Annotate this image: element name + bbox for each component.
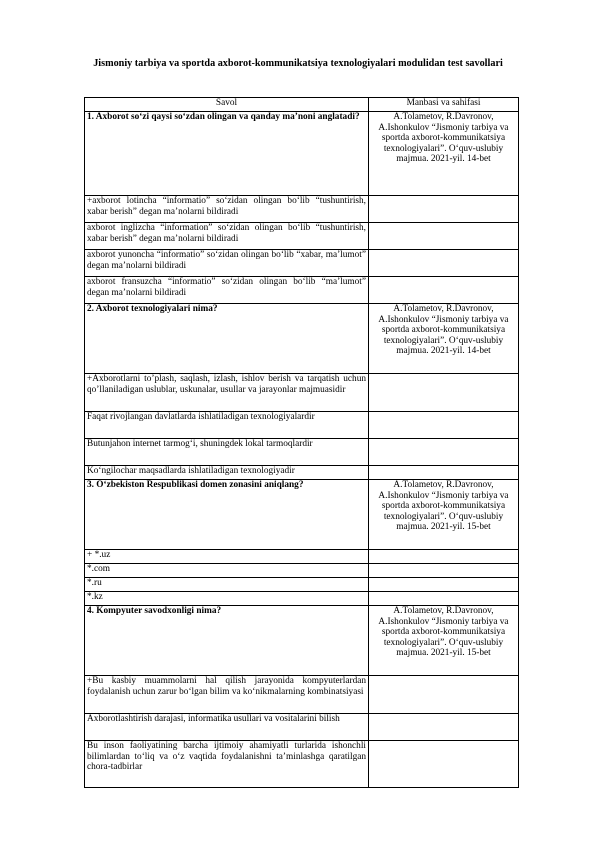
source-cell: A.Tolametov, R.Davronov, A.Ishonkulov “Jismoniy tarbiya va sportda axborot-kommunikatsiya texnologiyalari”. O‘quv-uslubiy majmua. 2021-yil. 15-bet (369, 606, 519, 676)
answer-option: Axborotlashtirish darajasi, informatika usullari va vositalarini bilish (85, 714, 369, 741)
answer-option: +axborot lotincha “informatio” so‘zidan olingan bo‘lib “tushuntirish, xabar berish” degan ma’nolarni bildiradi (85, 196, 369, 223)
answer-row (85, 277, 519, 304)
answer-row (85, 564, 519, 578)
source-cell: A.Tolametov, R.Davronov, A.Ishonkulov “Jismoniy tarbiya va sportda axborot-kommunikatsiya texnologiyalari”. O‘quv-uslubiy majmua. 2021-yil. 14-bet (369, 112, 519, 196)
answer-option: *.ru (85, 578, 369, 592)
table-header-row (85, 98, 519, 112)
source-cell (369, 550, 519, 564)
answer-option: +Bu kasbiy muammolarni hal qilish jarayonida kompyuterlardan foydalanish uchun zarur bo‘lgan bilim va ko‘nikmalarning kombinatsiyasi (85, 676, 369, 714)
answer-row (85, 550, 519, 564)
source-cell (369, 412, 519, 439)
document-title: Jismoniy tarbiya va sportda axborot-kommunikatsiya texnologiyalari modulidan test savollari (93, 58, 503, 69)
answer-row (85, 466, 519, 480)
answer-row (85, 439, 519, 466)
answer-option: axborot fransuzcha “informatio” so‘zidan olingan bo‘lib “ma’lumot” degan ma’nolarni bildiradi (85, 277, 369, 304)
source-cell (369, 741, 519, 788)
source-cell (369, 439, 519, 466)
answer-option: Faqat rivojlangan davlatlarda ishlatiladigan texnologiyalardir (85, 412, 369, 439)
answer-option: Bu inson faoliyatining barcha ijtimoiy ahamiyatli turlarida ishonchli bilimlardan to‘liq va o‘z vaqtida foydalanishni ta’minlashga qaratilgan chora-tadbirlar (85, 741, 369, 788)
answer-row (85, 714, 519, 741)
source-cell (369, 676, 519, 714)
header-question: Savol (85, 98, 369, 112)
answer-option: + *.uz (85, 550, 369, 564)
answer-row (85, 250, 519, 277)
source-cell (369, 196, 519, 223)
question-row (85, 112, 519, 196)
answer-option: *.kz (85, 592, 369, 606)
answer-option: Butunjahon internet tarmog‘i, shuningdek lokal tarmoqlardir (85, 439, 369, 466)
answer-row (85, 223, 519, 250)
question-text: 4. Kompyuter savodxonligi nima? (85, 606, 369, 676)
answer-row (85, 196, 519, 223)
answer-option: Ko‘ngilochar maqsadlarda ishlatiladigan texnologiyadir (85, 466, 369, 480)
answer-option: *.com (85, 564, 369, 578)
questions-table (84, 97, 519, 788)
source-cell: A.Tolametov, R.Davronov, A.Ishonkulov “Jismoniy tarbiya va sportda axborot-kommunikatsiya texnologiyalari”. O‘quv-uslubiy majmua. 2021-yil. 14-bet (369, 304, 519, 374)
header-source: Manbasi va sahifasi (369, 98, 519, 112)
source-cell (369, 466, 519, 480)
answer-row (85, 412, 519, 439)
source-cell (369, 714, 519, 741)
answer-row (85, 592, 519, 606)
question-row (85, 606, 519, 676)
source-cell (369, 578, 519, 592)
source-cell (369, 374, 519, 412)
answer-option: axborot yunoncha “informatio” so‘zidan olingan bo‘lib “xabar, ma’lumot” degan ma’nolarni bildiradi (85, 250, 369, 277)
source-cell: A.Tolametov, R.Davronov, A.Ishonkulov “Jismoniy tarbiya va sportda axborot-kommunikatsiya texnologiyalari”. O‘quv-uslubiy majmua. 2021-yil. 15-bet (369, 480, 519, 550)
answer-row (85, 578, 519, 592)
answer-option: axborot inglizcha “information” so‘zidan olingan bo‘lib “tushuntirish, xabar berish” degan ma’nolarni bildiradi (85, 223, 369, 250)
question-row (85, 480, 519, 550)
answer-row (85, 676, 519, 714)
answer-option: +Axborotlarni to’plash, saqlash, izlash, ishlov berish va tarqatish uchun qo’llaniladigan uslublar, uskunalar, usullar va jarayonlar majmuasidir (85, 374, 369, 412)
question-text: 1. Axborot so‘zi qaysi so‘zdan olingan va qanday ma’noni anglatadi? (85, 112, 369, 196)
source-cell (369, 564, 519, 578)
source-cell (369, 223, 519, 250)
source-cell (369, 277, 519, 304)
question-row (85, 304, 519, 374)
question-text: 3. O‘zbekiston Respublikasi domen zonasini aniqlang? (85, 480, 369, 550)
answer-row (85, 374, 519, 412)
source-cell (369, 592, 519, 606)
answer-row (85, 741, 519, 788)
table-body (85, 112, 519, 788)
source-cell (369, 250, 519, 277)
question-text: 2. Axborot texnologiyalari nima? (85, 304, 369, 374)
